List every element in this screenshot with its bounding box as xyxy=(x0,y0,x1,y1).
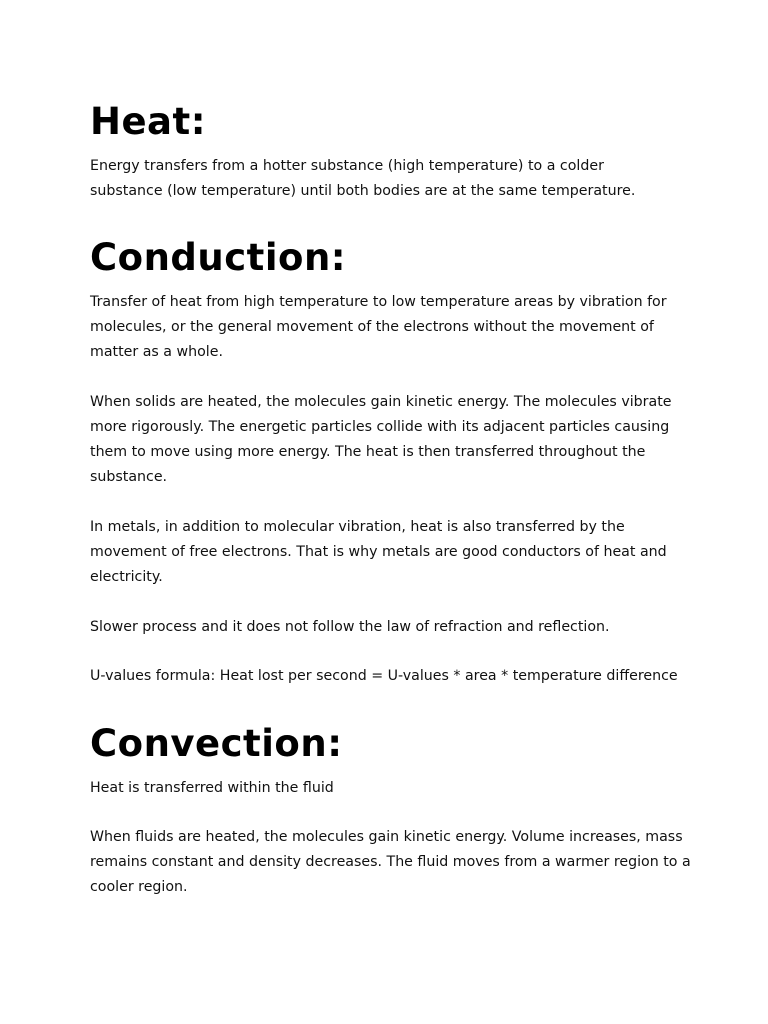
text-line: molecules, or the general movement of the electrons without the movement of xyxy=(90,319,654,335)
heat-paragraph xyxy=(90,154,690,204)
text-line: movement of free electrons. That is why metals are good conductors of heat and xyxy=(90,544,667,560)
text-line: In metals, in addition to molecular vibration, heat is also transferred by the xyxy=(90,519,625,535)
heat-heading: Heat: xyxy=(90,100,207,143)
text-line: electricity. xyxy=(90,569,163,585)
conduction-paragraph-1 xyxy=(90,290,690,365)
convection-paragraph-1 xyxy=(90,776,690,801)
text-line: substance (low temperature) until both bodies are at the same temperature. xyxy=(90,183,636,199)
conduction-paragraph-3 xyxy=(90,515,690,590)
text-line: remains constant and density decreases. The fluid moves from a warmer region to a xyxy=(90,854,691,870)
text-line: Transfer of heat from high temperature to low temperature areas by vibration for xyxy=(90,294,667,310)
text-line: matter as a whole. xyxy=(90,344,223,360)
text-line: Slower process and it does not follow the law of refraction and reflection. xyxy=(90,619,610,635)
text-line: Heat is transferred within the fluid xyxy=(90,780,334,796)
text-line: When solids are heated, the molecules gain kinetic energy. The molecules vibrate xyxy=(90,394,672,410)
convection-heading: Convection: xyxy=(90,722,343,765)
text-line: them to move using more energy. The heat is then transferred throughout the xyxy=(90,444,646,460)
text-line: more rigorously. The energetic particles collide with its adjacent particles causing xyxy=(90,419,670,435)
conduction-paragraph-4 xyxy=(90,615,690,640)
text-line: When fluids are heated, the molecules gain kinetic energy. Volume increases, mass xyxy=(90,829,683,845)
text-line: Energy transfers from a hotter substance (high temperature) to a colder xyxy=(90,158,604,174)
convection-paragraph-2 xyxy=(90,825,690,900)
conduction-paragraph-2 xyxy=(90,390,690,490)
text-line: cooler region. xyxy=(90,879,188,895)
conduction-formula xyxy=(90,664,690,689)
text-line: substance. xyxy=(90,469,168,485)
conduction-heading: Conduction: xyxy=(90,236,347,279)
text-line: U-values formula: Heat lost per second = U-values * area * temperature difference xyxy=(90,668,678,684)
